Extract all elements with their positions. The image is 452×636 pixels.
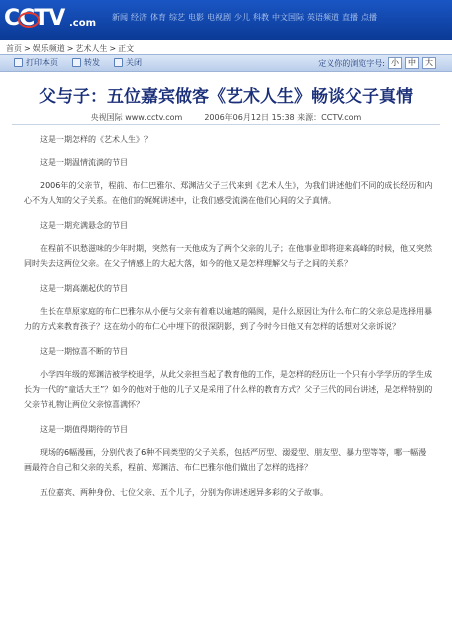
close-icon: [114, 58, 123, 67]
top-nav-item[interactable]: 英语频道: [307, 13, 339, 22]
article-paragraph: 五位嘉宾、两种身份、七位父亲、五个儿子，分别为你讲述迥异多彩的父子故事。: [40, 488, 328, 497]
forward-label: 转发: [84, 58, 100, 67]
print-button[interactable]: [14, 57, 58, 68]
article-source: 央视国际 www.cctv.com: [90, 113, 183, 122]
article-paragraph: 这是一期温情流淌的节目: [40, 158, 128, 167]
font-medium-button[interactable]: 中: [405, 57, 419, 69]
close-label: 关闭: [126, 58, 142, 67]
article-paragraph: 这是一期值得期待的节目: [40, 425, 128, 434]
breadcrumb-home[interactable]: 首页: [6, 43, 22, 53]
print-label: 打印本页: [26, 58, 58, 67]
forward-button[interactable]: [72, 57, 100, 68]
breadcrumb-current: 正文: [118, 43, 135, 53]
printer-icon: [14, 58, 23, 67]
site-header: [0, 0, 452, 40]
top-nav-item[interactable]: 少儿: [234, 13, 250, 22]
article-date: 2006年06月12日 15:38: [204, 113, 295, 122]
top-nav-item[interactable]: 体育: [150, 13, 166, 22]
top-nav-item[interactable]: 经济: [131, 13, 147, 22]
logo-suffix: .com: [69, 18, 97, 29]
font-large-button[interactable]: 大: [422, 57, 436, 69]
breadcrumb-entertainment[interactable]: 娱乐频道: [32, 43, 65, 53]
article-paragraph: 这是一期怎样的《艺术人生》？: [40, 135, 152, 144]
top-nav-item[interactable]: 科教: [253, 13, 269, 22]
article-body: [24, 132, 434, 510]
article-paragraph: 这是一期高潮起伏的节目: [40, 284, 128, 293]
top-nav-item[interactable]: 电影: [188, 13, 204, 22]
top-nav-item[interactable]: 点播: [361, 13, 377, 22]
article-paragraph: 这是一期惊喜不断的节目: [40, 347, 128, 356]
logo-ring-icon: [18, 12, 40, 28]
top-nav-item[interactable]: 中文国际: [272, 13, 304, 22]
article-origin: 来源：CCTV.com: [297, 113, 362, 122]
article-paragraph: 生长在草原家庭的布仁巴雅尔从小便与父亲有着难以逾越的隔阂，是什么原因让为什么布仁的父亲总是选择用暴力的方式来教育孩子？这在幼小的布仁心中埋下的很深阴影，到了今时今日他又有怎样的话想对父亲诉说？: [24, 307, 432, 331]
logo-text: CCTV: [4, 6, 65, 31]
breadcrumb: [6, 42, 134, 54]
article-paragraph: 这是一期充满悬念的节目: [40, 221, 128, 230]
close-button[interactable]: [114, 57, 142, 68]
article-toolbar: [0, 54, 452, 72]
article-paragraph: 2006年的父亲节，程前、布仁巴雅尔、郑渊洁父子三代来到《艺术人生》，为我们讲述他们不同的成长经历和内心不为人知的父子关系。在他们的娓娓讲述中，让我们感受流淌在他们心间的父子真情。: [24, 181, 433, 205]
breadcrumb-separator: >: [66, 43, 74, 53]
article-paragraph: 在程前不识愁滋味的少年时期，突然有一天他成为了两个父亲的儿子；在他事业即将迎来高峰的时候，他又突然同时失去这两位父亲。在父子情感上的大起大落，如今的他又是怎样理解父与子之间的关系？: [24, 244, 432, 268]
top-nav-item[interactable]: 综艺: [169, 13, 185, 22]
font-size-label: 定义你的浏览字号:: [318, 58, 385, 68]
article-title: 父与子：五位嘉宾做客《艺术人生》畅谈父子真情: [39, 87, 413, 107]
title-divider: [12, 124, 440, 125]
article-paragraph: 现场的6幅漫画，分别代表了6种不同类型的父子关系，包括严厉型、溺爱型、朋友型、暴力型等等，哪一幅漫画最符合自己和父亲的关系，程前、郑渊洁、布仁巴雅尔他们做出了怎样的选择？: [24, 448, 427, 472]
breadcrumb-separator: >: [109, 43, 117, 53]
cctv-logo[interactable]: [4, 4, 106, 34]
top-nav: [112, 12, 450, 26]
article-meta: [0, 112, 452, 123]
top-nav-item[interactable]: 新闻: [112, 13, 128, 22]
font-small-button[interactable]: 小: [388, 57, 402, 69]
top-nav-item[interactable]: 电视剧: [207, 13, 231, 22]
forward-icon: [72, 58, 81, 67]
article-paragraph: 小学四年级的郑渊洁被学校退学，从此父亲担当起了教育他的工作，是怎样的经历让一个只有小学学历的学生成长为一代的“童话大王”？如今的他对于他的儿子又是采用了什么样的教育方式？父子三代的同台讲述，是怎样特别的父亲节礼物让两位父亲惊喜满怀？: [24, 370, 433, 409]
breadcrumb-art-life[interactable]: 艺术人生: [75, 43, 108, 53]
breadcrumb-separator: >: [24, 43, 31, 53]
top-nav-item[interactable]: 直播: [342, 13, 358, 22]
